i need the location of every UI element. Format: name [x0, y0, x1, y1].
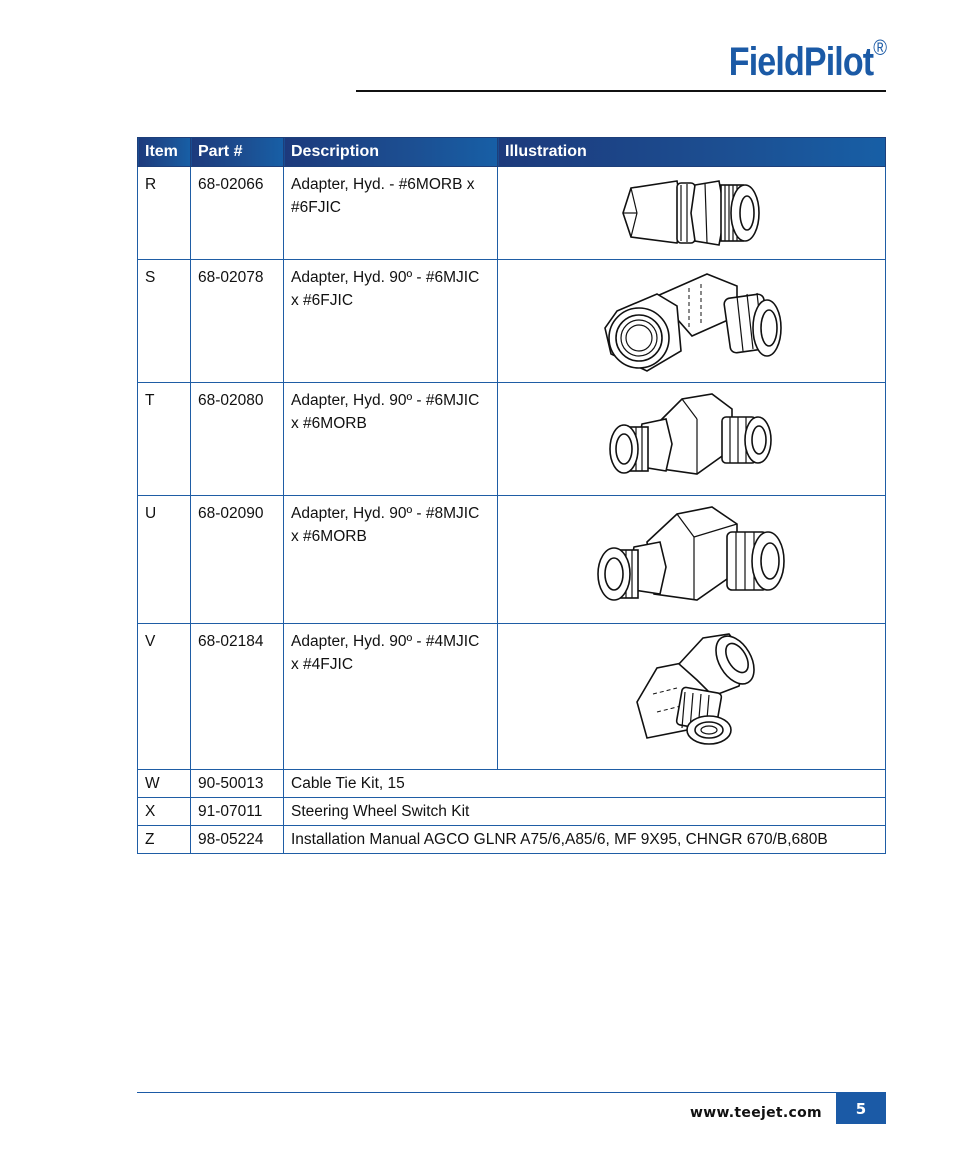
- cell-part: 68-02066: [191, 167, 284, 260]
- page-number: 5: [836, 1093, 886, 1124]
- table-row: [138, 624, 886, 770]
- cell-item: U: [138, 496, 191, 624]
- cell-description: Adapter, Hyd. - #6MORB x #6FJIC: [284, 167, 498, 260]
- cell-illustration: [498, 167, 886, 260]
- elbow-swivel-icon: [597, 266, 787, 376]
- brand-logo: FieldPilot®: [728, 34, 886, 84]
- cell-illustration: [498, 496, 886, 624]
- table-row: [138, 167, 886, 260]
- cell-description: Cable Tie Kit, 15: [284, 770, 886, 798]
- footer-url: www.teejet.com: [690, 1105, 822, 1121]
- cell-part: 90-50013: [191, 770, 284, 798]
- cell-part: 91-07011: [191, 798, 284, 826]
- cell-item: V: [138, 624, 191, 770]
- table-header-row: [138, 138, 886, 167]
- table-row: [138, 770, 886, 798]
- cell-part: 68-02184: [191, 624, 284, 770]
- cell-item: R: [138, 167, 191, 260]
- cell-description: Installation Manual AGCO GLNR A75/6,A85/6, MF 9X95, CHNGR 670/B,680B: [284, 826, 886, 854]
- footer-rule: [137, 1092, 886, 1093]
- cell-item: Z: [138, 826, 191, 854]
- cell-part: 68-02078: [191, 260, 284, 383]
- header-description: Description: [284, 138, 498, 167]
- header-rule: [356, 90, 886, 92]
- straight-adapter-icon: [617, 173, 767, 253]
- cell-illustration: [498, 383, 886, 496]
- header-part: Part #: [191, 138, 284, 167]
- cell-illustration: [498, 260, 886, 383]
- elbow-male-icon: [602, 389, 782, 489]
- table-row: [138, 496, 886, 624]
- header-item: Item: [138, 138, 191, 167]
- cell-item: W: [138, 770, 191, 798]
- cell-part: 68-02090: [191, 496, 284, 624]
- cell-description: Steering Wheel Switch Kit: [284, 798, 886, 826]
- table-row: [138, 826, 886, 854]
- elbow-large-icon: [592, 502, 792, 617]
- cell-item: T: [138, 383, 191, 496]
- cell-description: Adapter, Hyd. 90º - #4MJIC x #4FJIC: [284, 624, 498, 770]
- elbow-small-icon: [627, 630, 757, 755]
- cell-part: 98-05224: [191, 826, 284, 854]
- header-illustration: Illustration: [498, 138, 886, 167]
- parts-table: [137, 137, 886, 854]
- registered-mark: ®: [873, 34, 886, 60]
- cell-item: S: [138, 260, 191, 383]
- table-row: [138, 260, 886, 383]
- cell-part: 68-02080: [191, 383, 284, 496]
- table-row: [138, 383, 886, 496]
- cell-illustration: [498, 624, 886, 770]
- cell-description: Adapter, Hyd. 90º - #6MJIC x #6FJIC: [284, 260, 498, 383]
- cell-description: Adapter, Hyd. 90º - #6MJIC x #6MORB: [284, 383, 498, 496]
- cell-description: Adapter, Hyd. 90º - #8MJIC x #6MORB: [284, 496, 498, 624]
- table-row: [138, 798, 886, 826]
- cell-item: X: [138, 798, 191, 826]
